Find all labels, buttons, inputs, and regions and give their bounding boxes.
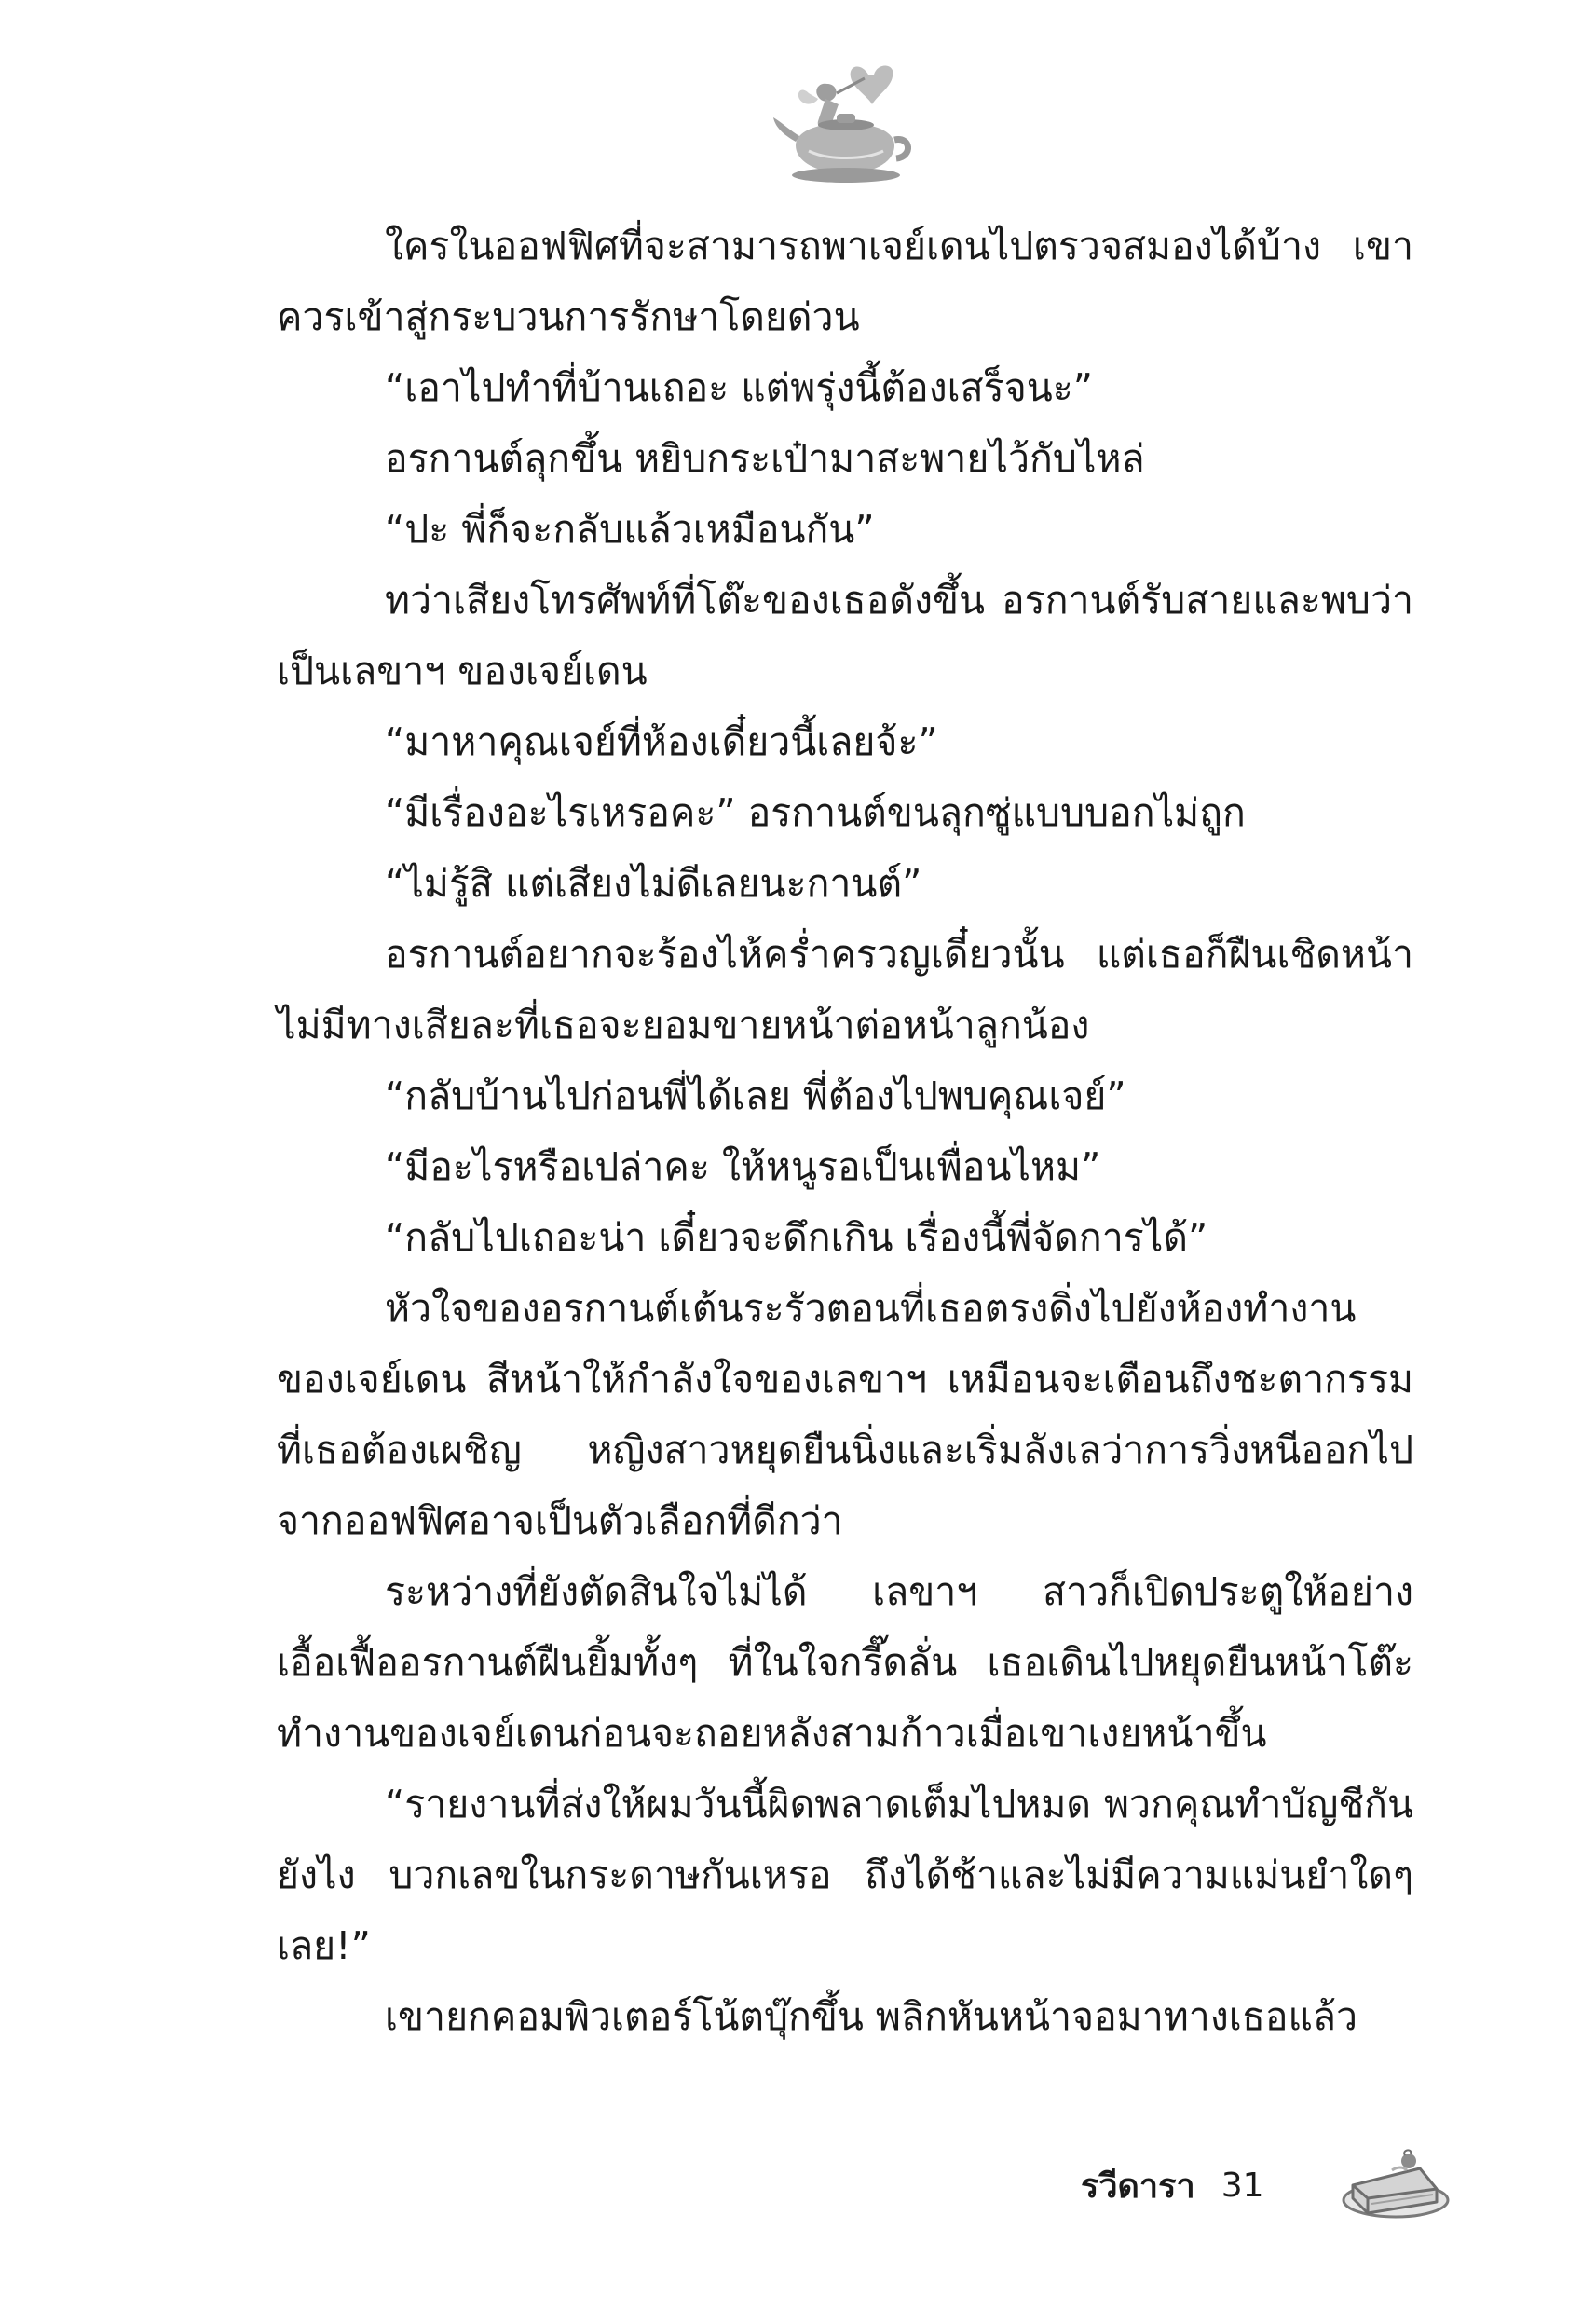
cake-slice-icon (1340, 2148, 1450, 2222)
paragraph: อรกานต์ลุกขึ้น หยิบกระเป๋ามาสะพายไว้กับไหล่ (385, 436, 1145, 481)
paragraph: “รายงานที่ส่งให้ผมวันนี้ผิดพลาดเต็มไปหมด พวกคุณทำบัญชีกันยังไง บวกเลขในกระดาษกันเหรอ ถึงได้ช้าและไม่มีความแม่นยำใดๆเลย!” (277, 1782, 1413, 1968)
page-number: 31 (1221, 2166, 1264, 2205)
cupid-teapot-ornament-icon (771, 56, 921, 196)
paragraph: “มีเรื่องอะไรเหรอคะ” อรกานต์ขนลุกซู่แบบบอกไม่ถูก (385, 790, 1246, 835)
paragraph: “กลับไปเถอะน่า เดี๋ยวจะดึกเกิน เรื่องนี้พี่จัดการได้” (385, 1215, 1208, 1260)
paragraph: “เอาไปทำที่บ้านเถอะ แต่พรุ่งนี้ต้องเสร็จนะ” (385, 365, 1094, 410)
body-text (277, 211, 1413, 2052)
footer-author: รวีดารา (1081, 2167, 1195, 2206)
paragraph: ใครในออฟฟิศที่จะสามารถพาเจย์เดนไปตรวจสมองได้บ้าง เขาควรเข้าสู่กระบวนการรักษาโดยด่วน (277, 224, 1413, 339)
paragraph: “กลับบ้านไปก่อนพี่ได้เลย พี่ต้องไปพบคุณเจย์” (385, 1073, 1126, 1118)
paragraph: “มีอะไรหรือเปล่าคะ ให้หนูรอเป็นเพื่อนไหม” (385, 1144, 1101, 1189)
paragraph: “มาหาคุณเจย์ที่ห้องเดี๋ยวนี้เลยจ้ะ” (385, 719, 938, 764)
paragraph: ทว่าเสียงโทรศัพท์ที่โต๊ะของเธอดังขึ้น อรกานต์รับสายและพบว่าเป็นเลขาฯ ของเจย์เดน (277, 578, 1413, 693)
page-footer (1081, 2157, 1264, 2213)
paragraph: “ไม่รู้สิ แต่เสียงไม่ดีเลยนะกานต์” (385, 861, 922, 906)
paragraph: หัวใจของอรกานต์เต้นระรัวตอนที่เธอตรงดิ่งไปยังห้องทำงานของเจย์เดน สีหน้าให้กำลังใจของเลขาฯ เหมือนจะเตือนถึงชะตากรรมที่เธอต้องเผชิญ หญิงสาวหยุดยืนนิ่งและเริ่มลังเลว่าการวิ่งหนีออกไปจากออฟฟิศอาจเป็นตัวเลือกที่ดีกว่า (277, 1286, 1413, 1543)
paragraph: อรกานต์อยากจะร้องไห้คร่ำครวญเดี๋ยวนั้น แต่เธอก็ฝืนเชิดหน้าไม่มีทางเสียละที่เธอจะยอมขายหน้าต่อหน้าลูกน้อง (277, 932, 1413, 1047)
paragraph: ระหว่างที่ยังตัดสินใจไม่ได้ เลขาฯ สาวก็เปิดประตูให้อย่างเอื้อเฟื้ออรกานต์ฝืนยิ้มทั้งๆ ที่ในใจกรี๊ดลั่น เธอเดินไปหยุดยืนหน้าโต๊ะทำงานของเจย์เดนก่อนจะถอยหลังสามก้าวเมื่อเขาเงยหน้าขึ้น (277, 1569, 1413, 1756)
paragraph: เขายกคอมพิวเตอร์โน้ตบุ๊กขึ้น พลิกหันหน้าจอมาทางเธอแล้ว (385, 1994, 1358, 2039)
paragraph: “ปะ พี่ก็จะกลับแล้วเหมือนกัน” (385, 507, 875, 552)
